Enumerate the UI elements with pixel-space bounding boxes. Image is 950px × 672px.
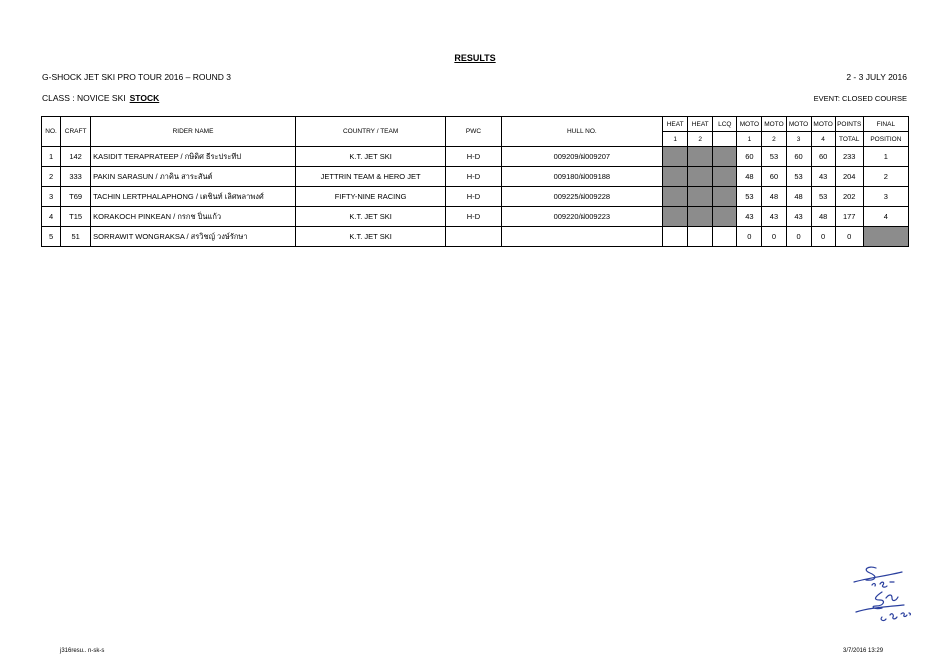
col-header-moto: MOTO [811, 117, 835, 132]
cell-moto-1: 43 [737, 207, 762, 227]
cell-team: K.T. JET SKI [295, 147, 446, 167]
cell-lcq [713, 167, 737, 187]
cell-heat-1 [663, 207, 688, 227]
col-header-craft: CRAFT [61, 117, 91, 147]
cell-lcq [713, 147, 737, 167]
cell-heat-2 [688, 207, 713, 227]
class-label: CLASS : NOVICE SKI [42, 93, 126, 103]
cell-team: JETTRIN TEAM & HERO JET [295, 167, 446, 187]
cell-total: 233 [835, 147, 863, 167]
cell-heat-1 [663, 227, 688, 247]
cell-total: 204 [835, 167, 863, 187]
cell-position: 3 [863, 187, 908, 207]
col-header-rider: RIDER NAME [91, 117, 296, 147]
results-table [41, 116, 909, 247]
cell-heat-2 [688, 167, 713, 187]
cell-craft: T15 [61, 207, 91, 227]
cell-hull [501, 227, 663, 247]
cell-no: 2 [42, 167, 61, 187]
cell-pwc: H-D [446, 207, 501, 227]
event-dates: 2 - 3 JULY 2016 [846, 72, 907, 82]
cell-craft: T69 [61, 187, 91, 207]
cell-lcq [713, 207, 737, 227]
col-header-lcq-sub [713, 132, 737, 147]
col-header-moto: MOTO [786, 117, 811, 132]
signature-handwritten [846, 560, 916, 635]
col-header-heat: HEAT [688, 117, 713, 132]
cell-craft: 142 [61, 147, 91, 167]
cell-craft: 51 [61, 227, 91, 247]
col-header-moto: MOTO [737, 117, 762, 132]
cell-rider: KASIDIT TERAPRATEEP / กษิดิศ ธีระประทีป [91, 147, 296, 167]
col-header-moto-2: 2 [762, 132, 786, 147]
cell-rider: SORRAWIT WONGRAKSA / สรวิชญ์ วงษ์รักษา [91, 227, 296, 247]
cell-moto-1: 48 [737, 167, 762, 187]
cell-no: 4 [42, 207, 61, 227]
cell-rider: TACHIN LERTPHALAPHONG / เตชินท์ เลิศพลาพงศ์ [91, 187, 296, 207]
col-header-points: POINTS [835, 117, 863, 132]
col-header-moto-1: 1 [737, 132, 762, 147]
cell-heat-2 [688, 227, 713, 247]
cell-moto-2: 48 [762, 187, 786, 207]
cell-lcq [713, 187, 737, 207]
cell-pwc: H-D [446, 167, 501, 187]
col-header-moto: MOTO [762, 117, 786, 132]
print-timestamp: 3/7/2016 13:29 [843, 648, 884, 654]
cell-moto-3: 0 [786, 227, 811, 247]
col-header-total: TOTAL [835, 132, 863, 147]
cell-total: 202 [835, 187, 863, 207]
col-header-hull: HULL NO. [501, 117, 663, 147]
page-title: RESULTS [454, 53, 496, 63]
cell-total: 0 [835, 227, 863, 247]
cell-moto-3: 48 [786, 187, 811, 207]
table-row [42, 187, 909, 207]
cell-pwc: H-D [446, 187, 501, 207]
event-course: EVENT: CLOSED COURSE [813, 94, 907, 103]
cell-hull: 009220/ฝ009223 [501, 207, 663, 227]
cell-pwc: H-D [446, 147, 501, 167]
cell-moto-2: 43 [762, 207, 786, 227]
cell-moto-1: 53 [737, 187, 762, 207]
cell-moto-4: 53 [811, 187, 835, 207]
col-header-heat-2: 2 [688, 132, 713, 147]
file-reference: j316resu.. n-sk-s [60, 648, 105, 654]
cell-no: 5 [42, 227, 61, 247]
table-row [42, 167, 909, 187]
cell-moto-2: 53 [762, 147, 786, 167]
cell-rider: PAKIN SARASUN / ภาคิน สาระสันต์ [91, 167, 296, 187]
cell-moto-1: 60 [737, 147, 762, 167]
col-header-pwc: PWC [446, 117, 501, 147]
cell-total: 177 [835, 207, 863, 227]
cell-team: K.T. JET SKI [295, 227, 446, 247]
table-row [42, 227, 909, 247]
cell-team: FIFTY-NINE RACING [295, 187, 446, 207]
col-header-no: NO. [42, 117, 61, 147]
cell-no: 3 [42, 187, 61, 207]
table-row [42, 147, 909, 167]
cell-moto-1: 0 [737, 227, 762, 247]
col-header-heat-1: 1 [663, 132, 688, 147]
cell-heat-2 [688, 147, 713, 167]
cell-lcq [713, 227, 737, 247]
cell-moto-2: 60 [762, 167, 786, 187]
col-header-team: COUNTRY / TEAM [295, 117, 446, 147]
cell-craft: 333 [61, 167, 91, 187]
cell-pwc [446, 227, 501, 247]
cell-moto-3: 53 [786, 167, 811, 187]
col-header-moto-3: 3 [786, 132, 811, 147]
cell-moto-3: 60 [786, 147, 811, 167]
cell-moto-4: 0 [811, 227, 835, 247]
class-line [42, 93, 159, 103]
cell-moto-3: 43 [786, 207, 811, 227]
event-name: G-SHOCK JET SKI PRO TOUR 2016 – ROUND 3 [42, 72, 231, 82]
col-header-position: POSITION [863, 132, 908, 147]
cell-position: 4 [863, 207, 908, 227]
cell-heat-1 [663, 187, 688, 207]
cell-moto-4: 60 [811, 147, 835, 167]
table-row [42, 207, 909, 227]
cell-position: 1 [863, 147, 908, 167]
class-category: STOCK [129, 93, 160, 103]
cell-moto-4: 48 [811, 207, 835, 227]
cell-heat-2 [688, 187, 713, 207]
header-row-1 [42, 117, 909, 132]
cell-hull: 009225/ฝ009228 [501, 187, 663, 207]
cell-no: 1 [42, 147, 61, 167]
cell-hull: 009180/ฝ009188 [501, 167, 663, 187]
cell-rider: KORAKOCH PINKEAN / กรกช ปิ่นแก้ว [91, 207, 296, 227]
col-header-lcq: LCQ [713, 117, 737, 132]
col-header-final: FINAL [863, 117, 908, 132]
cell-hull: 009209/ฝ009207 [501, 147, 663, 167]
cell-position: 2 [863, 167, 908, 187]
cell-team: K.T. JET SKI [295, 207, 446, 227]
cell-moto-2: 0 [762, 227, 786, 247]
cell-moto-4: 43 [811, 167, 835, 187]
cell-heat-1 [663, 147, 688, 167]
cell-heat-1 [663, 167, 688, 187]
cell-position [863, 227, 908, 247]
col-header-heat: HEAT [663, 117, 688, 132]
col-header-moto-4: 4 [811, 132, 835, 147]
